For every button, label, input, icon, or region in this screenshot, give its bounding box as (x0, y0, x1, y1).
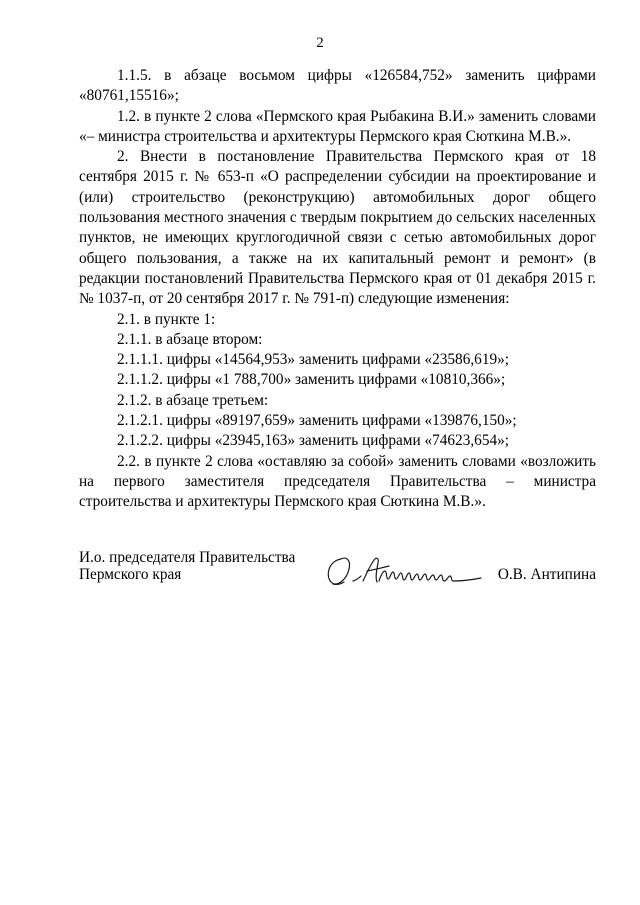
paragraph-2-1-2-2: 2.1.2.2. цифры «23945,163» заменить цифрами «74623,654»; (117, 432, 510, 450)
signer-name: О.В. Антипина (497, 566, 596, 583)
paragraph-2-1-1-1: 2.1.1.1. цифры «14564,953» заменить цифрами «23586,619»; (117, 351, 510, 369)
paragraph-2-1-1: 2.1.1. в абзаце втором: (117, 330, 263, 348)
handwritten-signature (323, 551, 493, 587)
page-number: 2 (316, 35, 324, 51)
paragraph-2-1-2-1: 2.1.2.1. цифры «89197,659» заменить цифрами «139876,150»; (117, 412, 517, 430)
paragraph-2-1: 2.1. в пункте 1: (117, 310, 216, 328)
signer-position-line-2: Пермского края (79, 566, 182, 583)
paragraph-1-1-5: 1.1.5. в абзаце восьмом цифры «126584,752» заменить цифрами «80761,15516»; (79, 67, 596, 105)
signer-position (79, 549, 295, 583)
paragraph-1-2: 1.2. в пункте 2 слова «Пермского края Рыбакина В.И.» заменить словами «– министра строительства и архитектуры Пермского края Сюткина М.В.». (79, 107, 596, 145)
paragraph-2-2: 2.2. в пункте 2 слова «оставляю за собой» заменить словами «возложить на первого заместителя председателя Правительства – министра строительства и архитектуры Пермского края Сюткина М.В.». (79, 452, 596, 511)
paragraph-2: 2. Внести в постановление Правительства Пермского края от 18 сентября 2015 г. № 653-п «О распределении субсидии на проектирование и (или) строительство (реконструкцию) автомобильных дорог общего пользования местного значения с твердым покрытием до сельских населенных пунктов, не имеющих круглогодичной связи с сетью автомобильных дорог общего пользования, а также на их капитальный ремонт и ремонт» (в редакции постановлений Правительства Пермского края от 01 декабря 2015 г. № 1037-п, от 20 сентября 2017 г. № 791-п) следующие изменения: (79, 148, 596, 308)
signature-block (79, 549, 596, 599)
document-body (79, 66, 596, 513)
signer-position-line-1: И.о. председателя Правительства (79, 549, 296, 566)
paragraph-2-1-1-2: 2.1.1.2. цифры «1 788,700» заменить цифрами «10810,366»; (117, 371, 506, 389)
paragraph-2-1-2: 2.1.2. в абзаце третьем: (117, 391, 269, 409)
